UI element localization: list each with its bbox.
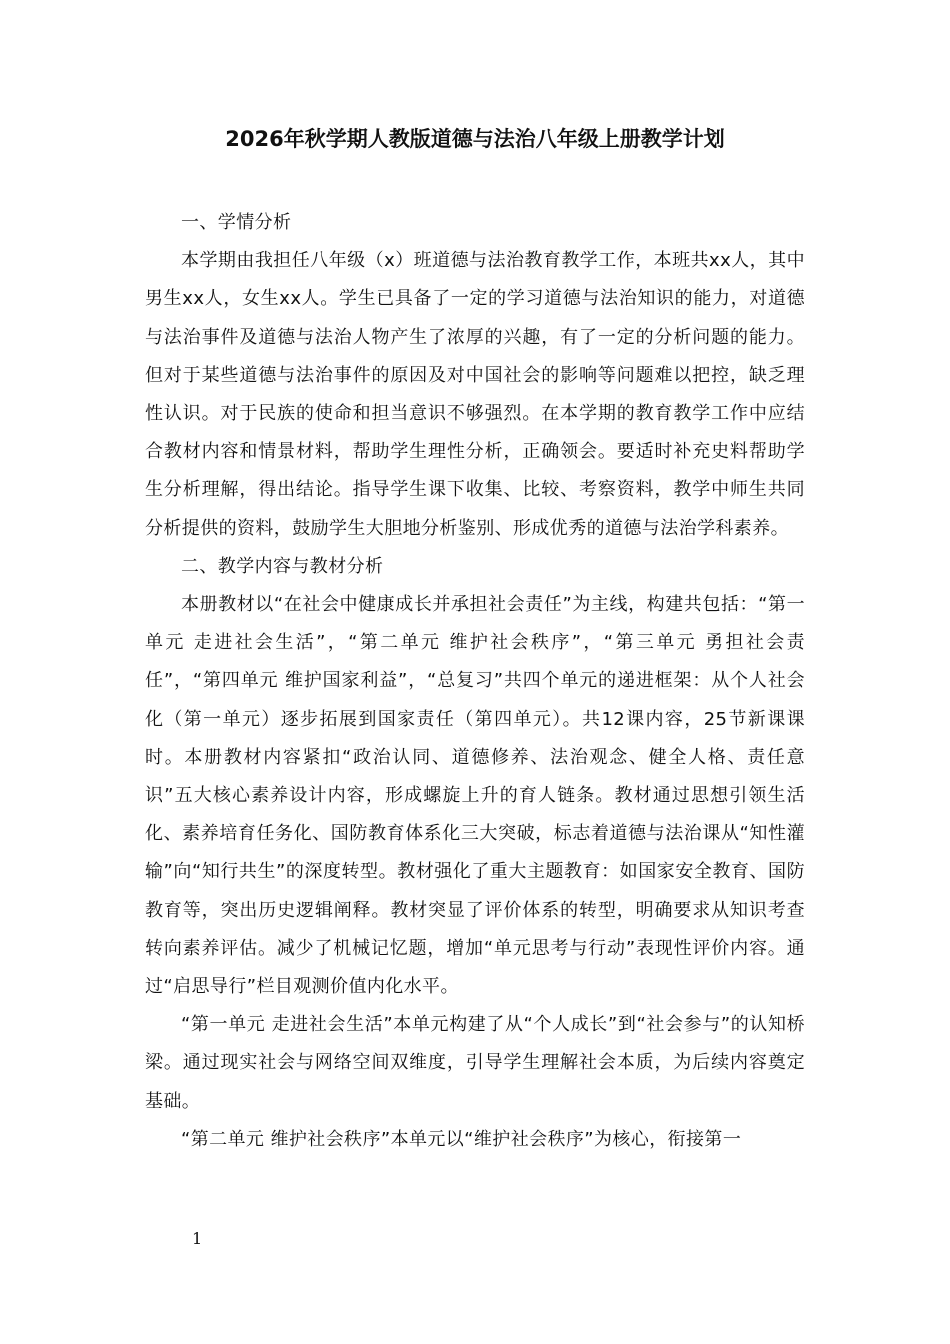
document-title: 2026年秋学期人教版道德与法治八年级上册教学计划 bbox=[225, 127, 725, 151]
document-body bbox=[145, 204, 805, 1159]
paragraph-learning-analysis: 本学期由我担任八年级（x）班道德与法治教育教学工作，本班共xx人，其中男生xx人，女生xx人。学生已具备了一定的学习道德与法治知识的能力，对道德与法治事件及道德与法治人物产生了浓厚的兴趣，有了一定的分析问题的能力。但对于某些道德与法治事件的原因及对中国社会的影响等问题难以把控，缺乏理性认识。对于民族的使命和担当意识不够强烈。在本学期的教育教学工作中应结合教材内容和情景材料，帮助学生理性分析，正确领会。要适时补充史料帮助学生分析理解，得出结论。指导学生课下收集、比较、考察资料，教学中师生共同分析提供的资料，鼓励学生大胆地分析鉴别、形成优秀的道德与法治学科素养。 bbox=[145, 250, 805, 539]
section-heading-content-analysis: 二、教学内容与教材分析 bbox=[181, 555, 384, 577]
paragraph-textbook-overview: 本册教材以“在社会中健康成长并承担社会责任”为主线，构建共包括：“第一单元 走进社会生活”，“第二单元 维护社会秩序”，“第三单元 勇担社会责任”，“第四单元 维护国家利益”，“总复习”共四个单元的递进框架：从个人社会化（第一单元）逐步拓展到国家责任（第四单元）。共12课内容，25节新课课时。本册教材内容紧扣“政治认同、道德修养、法治观念、健全人格、责任意识”五大核心素养设计内容，形成螺旋上升的育人链条。教材通过思想引领生活化、素养培育任务化、国防教育体系化三大突破，标志着道德与法治课从“知性灌输”向“知行共生”的深度转型。教材强化了重大主题教育：如国家安全教育、国防教育等，突出历史逻辑阐释。教材突显了评价体系的转型，明确要求从知识考查转向素养评估。减少了机械记忆题，增加“单元思考与行动”表现性评价内容。通过“启思导行”栏目观测价值内化水平。 bbox=[145, 594, 805, 998]
paragraph-unit-two: “第二单元 维护社会秩序”本单元以“维护社会秩序”为核心，衔接第一 bbox=[181, 1128, 742, 1150]
page-number: 1 bbox=[192, 1229, 203, 1248]
paragraph-unit-one: “第一单元 走进社会生活”本单元构建了从“个人成长”到“社会参与”的认知桥梁。通过现实社会与网络空间双维度，引导学生理解社会本质，为后续内容奠定基础。 bbox=[145, 1014, 805, 1112]
section-heading-learning-analysis: 一、学情分析 bbox=[181, 212, 292, 233]
